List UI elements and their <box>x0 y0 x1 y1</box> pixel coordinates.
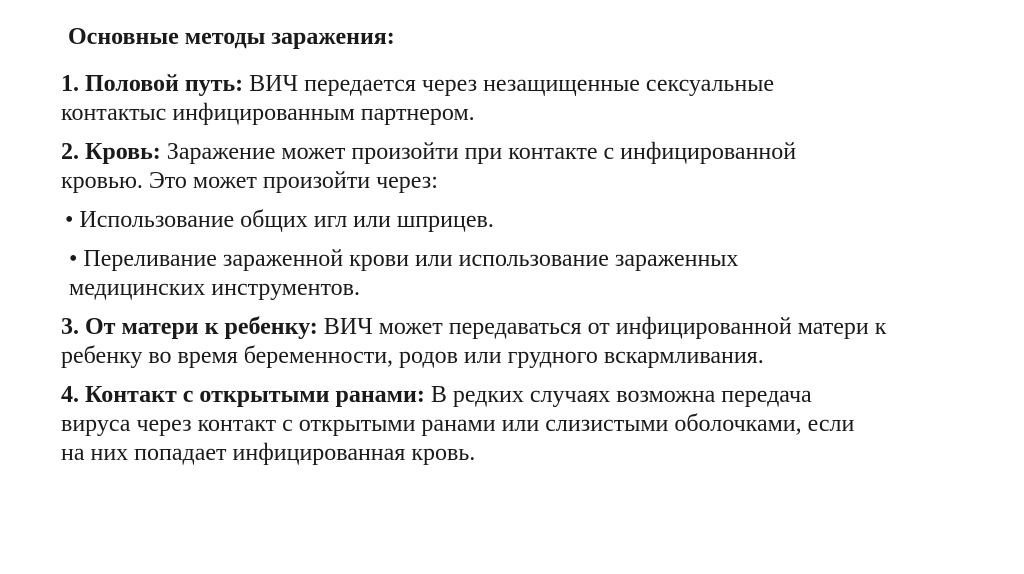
method-blood-label: 2. Кровь: <box>61 139 161 165</box>
method-mother-child-text: ВИЧ может передаваться от инфицированной матери к ребенку во время беременности, родов или грудного вскармливания. <box>61 314 887 369</box>
method-open-wounds <box>61 381 871 468</box>
method-sexual <box>61 70 841 128</box>
method-mother-child-label: 3. От матери к ребенку: <box>61 314 318 340</box>
method-open-wounds-text: В редких случаях возможна передача вируса через контакт с открытыми ранами или слизистыми оболочками, если на них попадает инфицированная кровь. <box>61 382 855 466</box>
method-open-wounds-label: 4. Контакт с открытыми ранами: <box>61 382 425 408</box>
method-mother-child <box>61 313 961 371</box>
method-blood-text: Заражение может произойти при контакте с инфицированной кровью. Это может произойти через: <box>61 139 797 194</box>
slide-content <box>61 70 961 478</box>
method-blood <box>61 138 871 196</box>
slide-title: Основные методы заражения: <box>68 24 395 50</box>
method-sexual-label: 1. Половой путь: <box>61 71 244 97</box>
method-sexual-text: ВИЧ передается через незащищенные сексуальные контактыс инфицированным партнером. <box>61 71 774 126</box>
bullet-transfusion: • Переливание зараженной крови или использование зараженных медицинских инструментов. <box>69 246 739 301</box>
bullet-needles: • Использование общих игл или шприцев. <box>65 207 494 233</box>
